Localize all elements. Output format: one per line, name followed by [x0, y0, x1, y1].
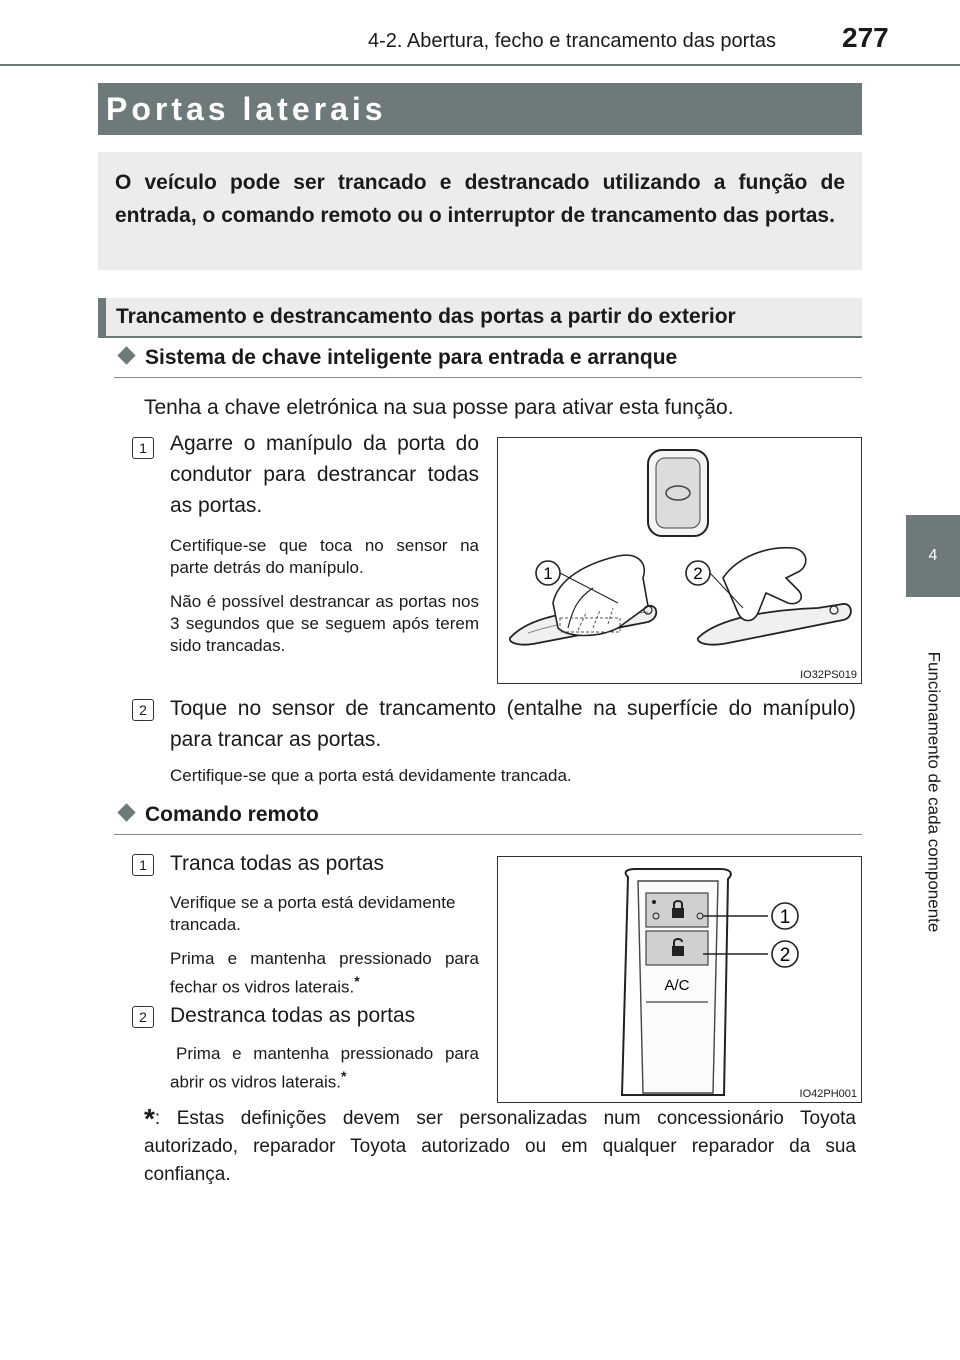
fig1-callout-2: 2: [693, 564, 703, 583]
asterisk-mark: *: [341, 1068, 347, 1084]
subsection-accent: [98, 298, 106, 338]
remote-step1-note1: Verifique se a porta está devidamente trancada.: [170, 893, 456, 934]
asterisk-mark: *: [354, 973, 360, 989]
subsection-title: Trancamento e destrancamento das portas a partir do exterior: [116, 305, 736, 328]
intro-text: O veículo pode ser trancado e destrancado utilizando a função de entrada, o comando remoto ou o interruptor de trancamento das portas.: [115, 171, 845, 227]
fig1-callout-1: 1: [543, 564, 553, 583]
heading-rule: [114, 377, 862, 378]
remote-heading: [114, 803, 319, 827]
intro-box: [98, 152, 862, 270]
smart-key-step1-note2: Não é possível destrancar as portas nos 3 segundos que se seguem após terem sido trancadas.: [170, 592, 479, 655]
smart-key-step2-note: Certifique-se que a porta está devidamente trancada.: [170, 766, 572, 785]
footnote-text: : Estas definições devem ser personalizadas num concessionário Toyota autorizado, reparador Toyota autorizado ou em qualquer reparador da sua confiança.: [144, 1108, 856, 1185]
step-number-badge: 1: [132, 437, 154, 459]
chapter-tab: 4: [906, 515, 960, 597]
remote-step1-note2-wrap: [170, 948, 479, 999]
remote-step2-text: Destranca todas as portas: [170, 1004, 416, 1027]
header-rule: [0, 64, 960, 66]
remote-step1-note2: Prima e mantenha pressionado para fechar os vidros laterais.: [170, 949, 479, 997]
ac-button-label: A/C: [664, 977, 690, 994]
remote-key-illustration: [498, 857, 861, 1102]
figure-code: IO42PH001: [799, 1088, 857, 1100]
smart-key-step2-text: Toque no sensor de trancamento (entalhe na superfície do manípulo) para trancar as portas.: [170, 697, 856, 751]
fig2-callout-1: 1: [779, 907, 791, 928]
subsection-bar: [98, 298, 862, 338]
page-title-bar: [98, 83, 862, 135]
door-handle-figure: [497, 437, 862, 684]
step-number-badge: 2: [132, 699, 154, 721]
door-handle-illustration: [498, 438, 861, 683]
chapter-label: Funcionamento de cada componente: [924, 651, 944, 933]
remote-step1-text: Tranca todas as portas: [170, 852, 384, 875]
remote-step2-note-wrap: [170, 1043, 479, 1094]
remote-heading-text: Comando remoto: [145, 803, 319, 826]
fig2-callout-2: 2: [779, 945, 791, 966]
diamond-bullet-icon: [117, 803, 135, 821]
remote-key-figure: [497, 856, 862, 1103]
remote-step2-note: Prima e mantenha pressionado para abrir os vidros laterais.: [170, 1044, 479, 1092]
step-number-badge: 1: [132, 854, 154, 876]
smart-key-heading-text: Sistema de chave inteligente para entrada e arranque: [145, 346, 678, 369]
smart-key-lead: Tenha a chave eletrónica na sua posse para ativar esta função.: [144, 396, 734, 419]
figure-code: IO32PS019: [800, 669, 857, 681]
section-reference: 4-2. Abertura, fecho e trancamento das portas: [368, 30, 777, 52]
footnote: [144, 1105, 856, 1189]
smart-key-step1-text: Agarre o manípulo da porta do condutor para destrancar todas as portas.: [170, 432, 479, 517]
smart-key-step1-note1: Certifique-se que toca no sensor na parte detrás do manípulo.: [170, 536, 479, 577]
smart-key-heading: [114, 346, 677, 370]
page-title: Portas laterais: [106, 91, 387, 127]
step-number-badge: 2: [132, 1006, 154, 1028]
diamond-bullet-icon: [117, 346, 135, 364]
footnote-asterisk: *: [144, 1103, 155, 1134]
heading-rule: [114, 834, 862, 835]
page-number: 277: [842, 22, 889, 53]
chapter-label-strip: [906, 597, 960, 997]
